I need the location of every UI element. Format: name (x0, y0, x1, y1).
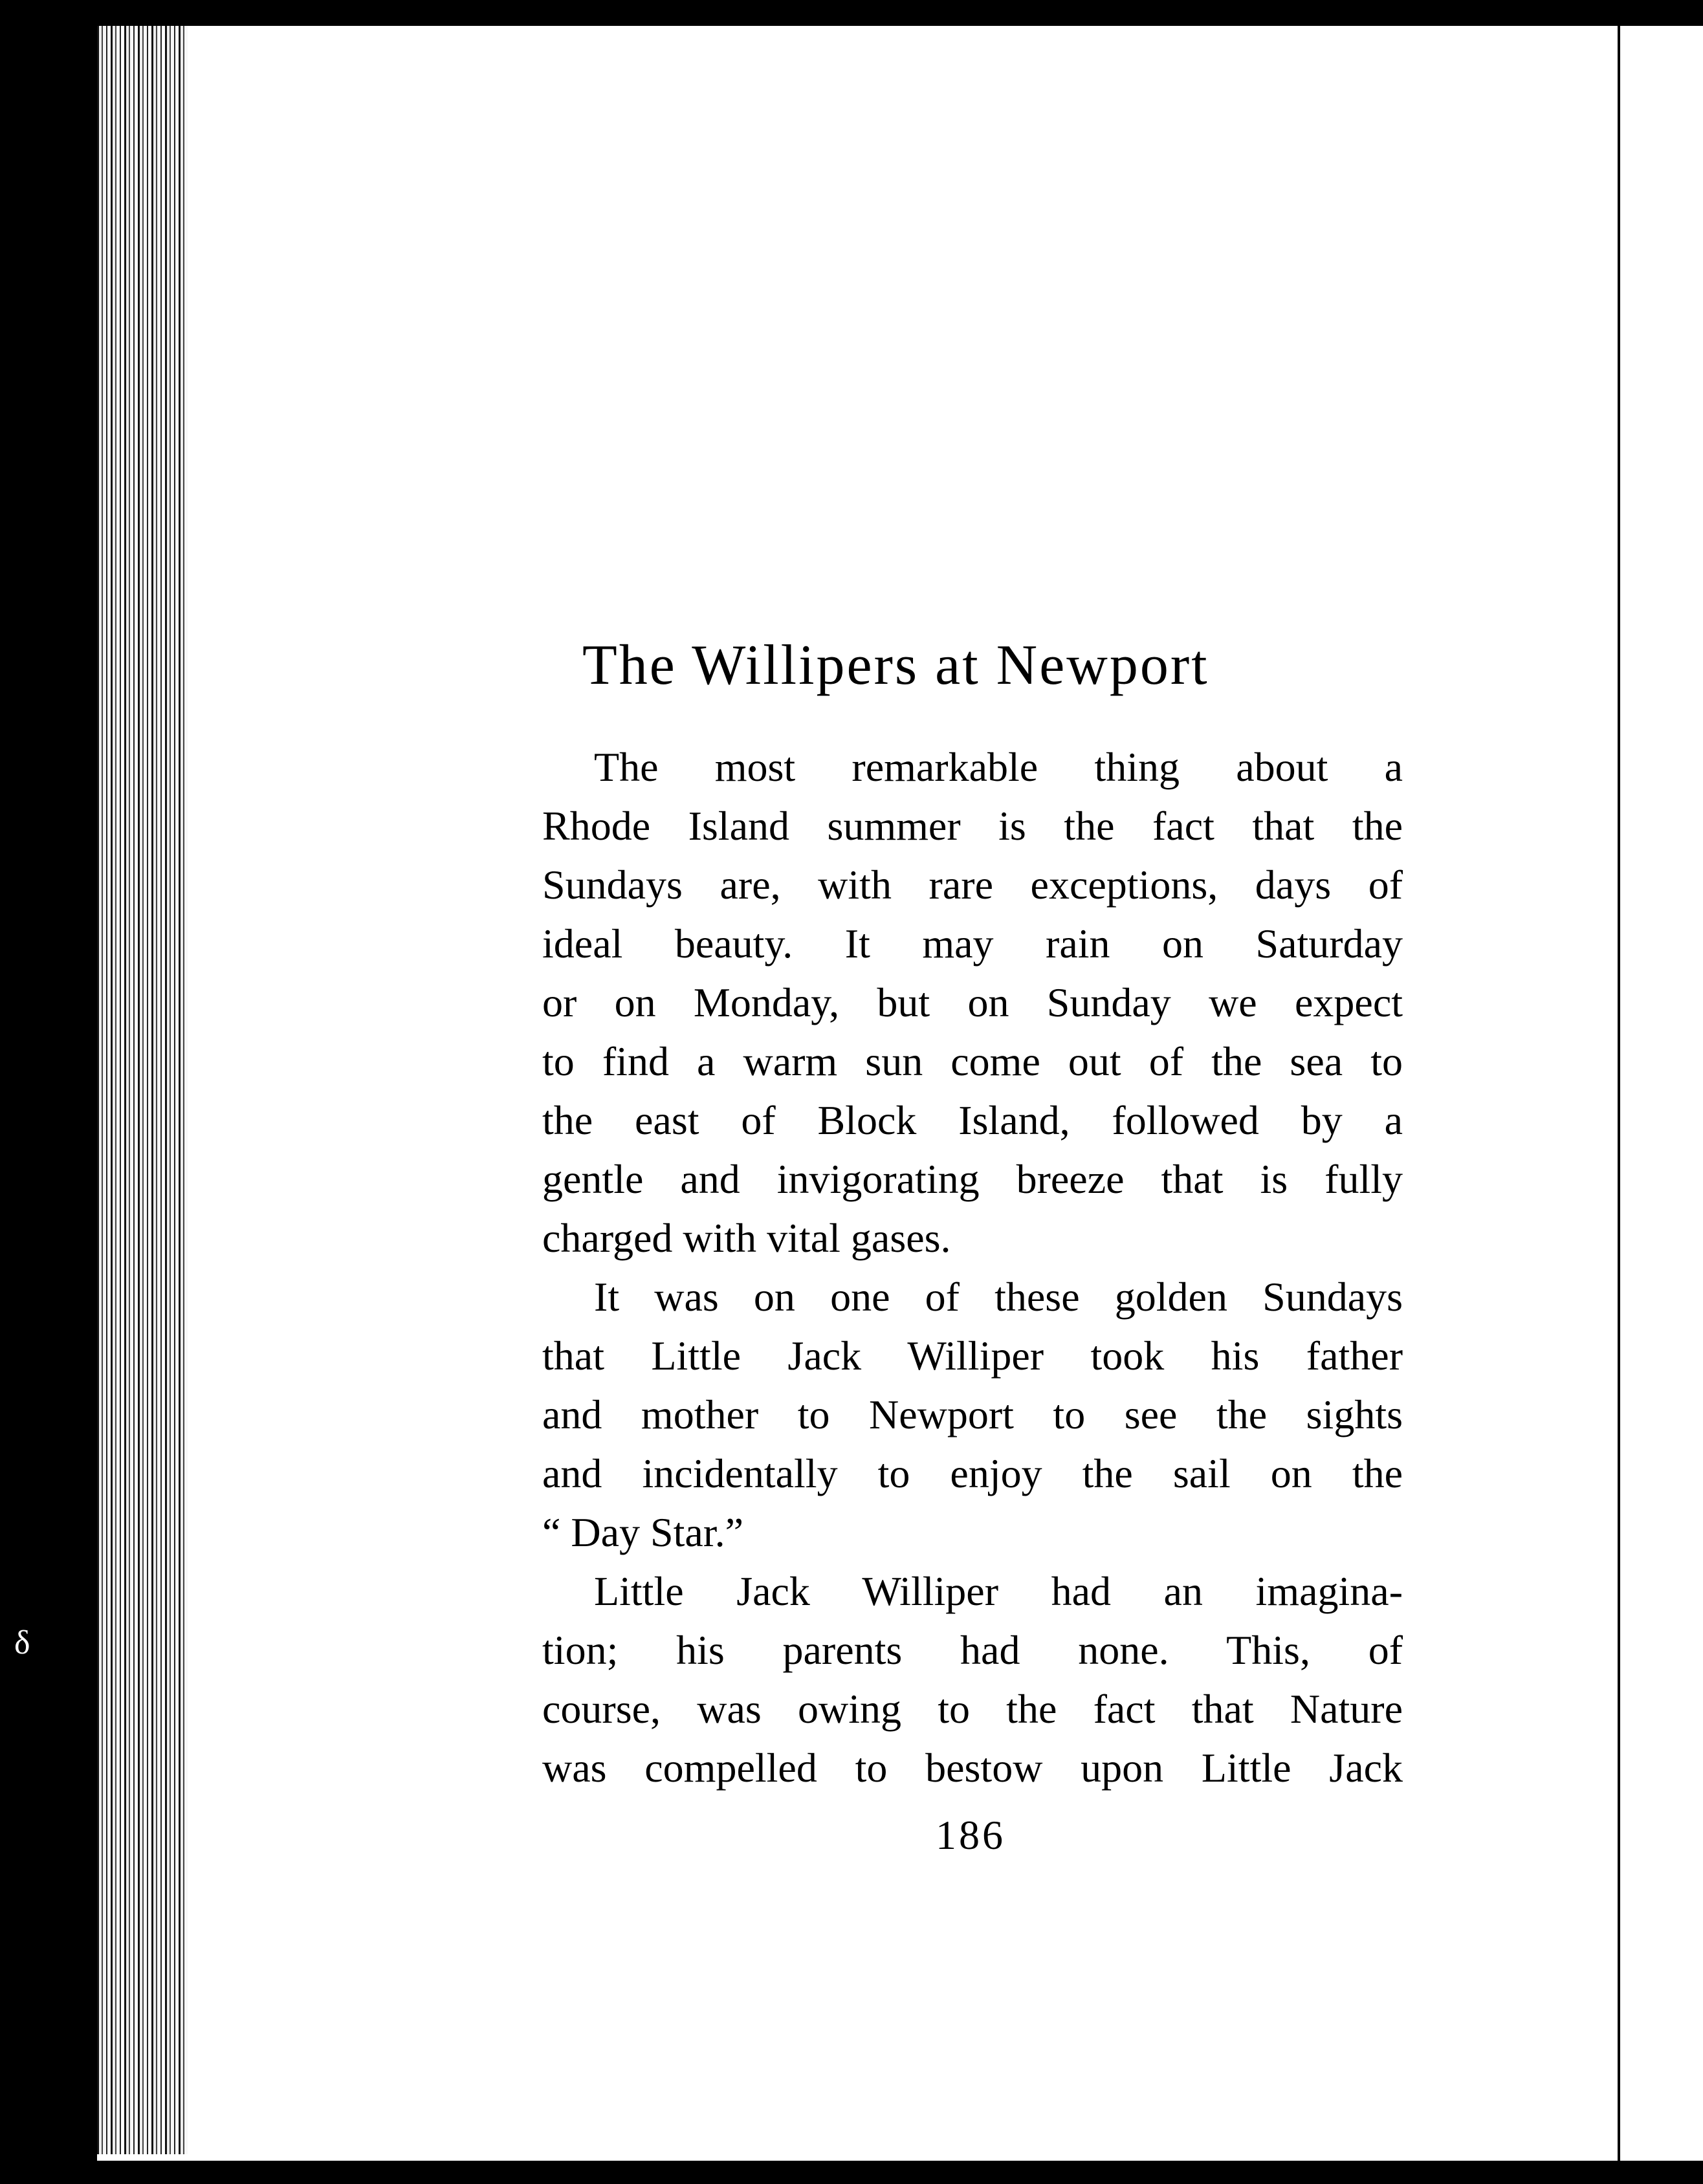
text-line: Rhode Island summer is the fact that the (542, 803, 1403, 849)
text-line: tion; his parents had none. This, of (542, 1627, 1403, 1673)
text-line: was compelled to bestow upon Little Jack (542, 1745, 1403, 1791)
text-line: “ Day Star.” (542, 1509, 743, 1555)
body-text (542, 737, 1403, 1797)
scan-bottom-border (97, 2161, 1703, 2184)
text-line: Sundays are, with rare exceptions, days of (542, 862, 1403, 908)
scan-top-border (97, 0, 1703, 26)
text-line: that Little Jack Williper took his father (542, 1333, 1403, 1379)
chapter-title: The Willipers at Newport (582, 634, 1209, 697)
facing-page-strip (1620, 26, 1703, 2161)
text-line: to find a warm sun come out of the sea to (542, 1038, 1403, 1084)
margin-mark: δ (14, 1624, 30, 1661)
text-line: charged with vital gases. (542, 1215, 951, 1261)
text-line: It was on one of these golden Sundays (594, 1274, 1403, 1320)
text-line: course, was owing to the fact that Nature (542, 1686, 1403, 1732)
text-line: the east of Block Island, followed by a (542, 1097, 1403, 1143)
text-line: and mother to Newport to see the sights (542, 1392, 1403, 1437)
text-line: ideal beauty. It may rain on Saturday (542, 921, 1403, 966)
book-page-edges (97, 19, 188, 2154)
text-line: Little Jack Williper had an imagina- (594, 1568, 1403, 1614)
text-line: gentle and invigorating breeze that is fully (542, 1156, 1403, 1202)
page-number: 186 (936, 1812, 1005, 1858)
text-line: and incidentally to enjoy the sail on the (542, 1450, 1403, 1496)
text-line: The most remarkable thing about a (594, 744, 1403, 790)
scan-left-border (0, 0, 97, 2184)
text-line: or on Monday, but on Sunday we expect (542, 979, 1403, 1025)
